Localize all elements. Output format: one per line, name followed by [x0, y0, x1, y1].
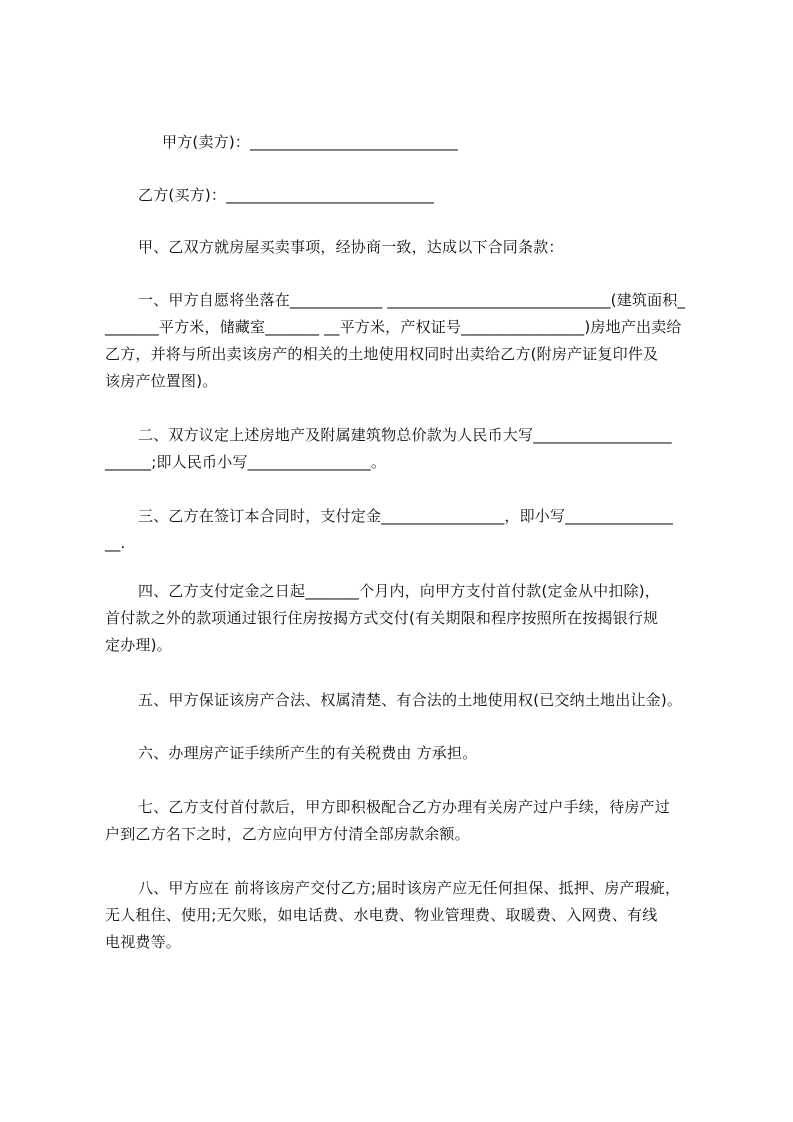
clause-4-line-2: 首付款之外的款项通过银行住房按揭方式交付(有关期限和程序按照所在按揭银行规 — [105, 609, 659, 627]
clause-2-line-2: ______;即人民币小写________________。 — [105, 453, 387, 471]
intro-paragraph: 甲、乙双方就房屋买卖事项，经协商一致，达成以下合同条款： — [138, 238, 564, 256]
clause-4-line-1: 四、乙方支付定金之日起_______个月内，向甲方支付首付款(定金从中扣除)， — [138, 582, 661, 600]
clause-2-line-1: 二、双方议定上述房地产及附属建筑物总价款为人民币大写__________________ — [138, 426, 672, 444]
clause-5-line-1: 五、甲方保证该房产合法、权属清楚、有合法的土地使用权(已交纳土地出让金)。 — [138, 691, 683, 709]
clause-1-line-2: _______平方米，储藏室_______ __平方米，产权证号________________)房地产出卖给 — [105, 318, 682, 336]
clause-8-line-3: 电视费等。 — [105, 933, 182, 951]
clause-1-line-1: 一、甲方自愿将坐落在____________ _____________________________(建筑面积_ — [138, 291, 686, 309]
party-a-line: 甲方(卖方)：___________________________ — [162, 133, 459, 151]
clause-1-line-4: 该房产位置图)。 — [105, 372, 218, 390]
clause-1-line-3: 乙方，并将与所出卖该房产的相关的土地使用权同时出卖给乙方(附房产证复印件及 — [105, 345, 659, 363]
clause-6-line-1: 六、办理房产证手续所产生的有关税费由 方承担。 — [138, 744, 478, 762]
clause-7-line-2: 户到乙方名下之时，乙方应向甲方付清全部房款余额。 — [105, 825, 470, 843]
clause-4-line-3: 定办理)。 — [105, 636, 172, 654]
clause-8-line-2: 无人租住、使用;无欠账，如电话费、水电费、物业管理费、取暖费、入网费、有线 — [105, 906, 658, 924]
clause-3-line-1: 三、乙方在签订本合同时，支付定金________________，即小写______________ — [138, 507, 674, 525]
clause-7-line-1: 七、乙方支付首付款后，甲方即积极配合乙方办理有关房产过户手续，待房产过 — [138, 798, 671, 816]
clause-3-line-2: __. — [105, 534, 126, 552]
party-b-line: 乙方(买方)：___________________________ — [138, 186, 435, 204]
clause-8-line-1: 八、甲方应在 前将该房产交付乙方;届时该房产应无任何担保、抵押、房产瑕疵， — [138, 879, 681, 897]
